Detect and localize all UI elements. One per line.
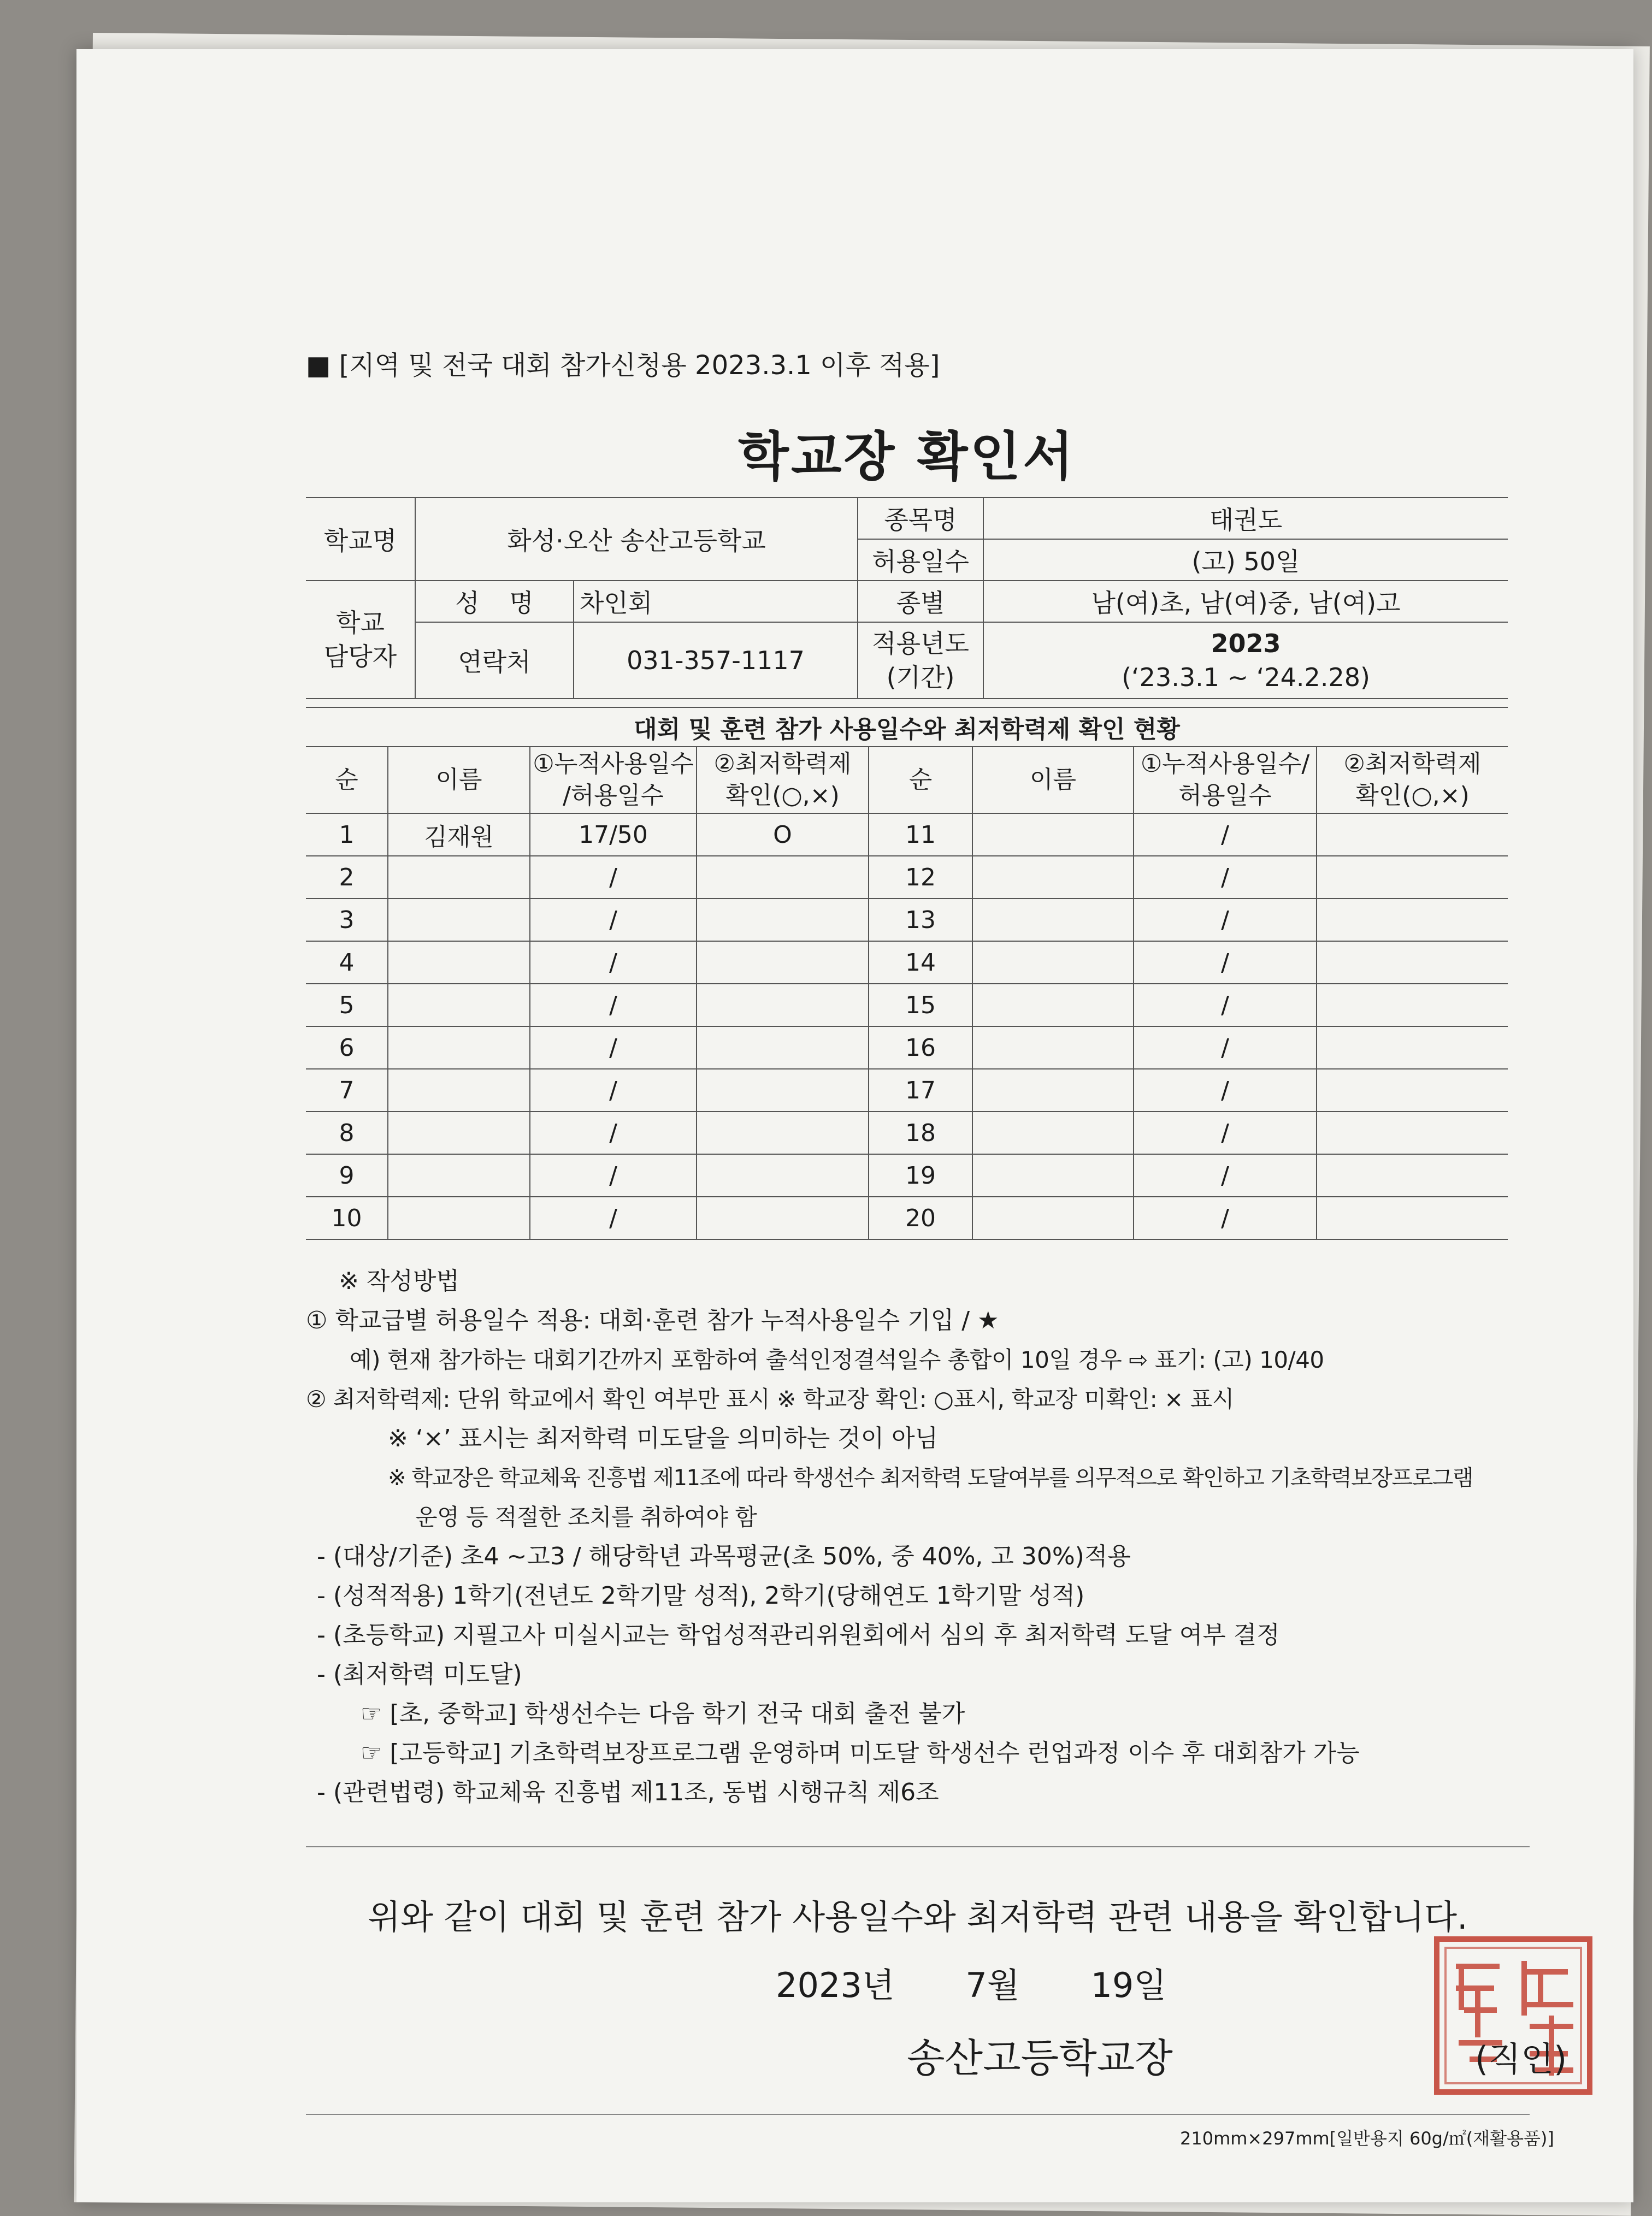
col-days-right-line1: ①누적사용일수/ [1140,750,1310,778]
row-no-right: 18 [869,1112,972,1154]
note-grade-apply: - (성적적용) 1학기(전년도 2학기말 성적), 2학기(당해연도 1학기말 성적) [317,1582,1085,1610]
row-check-right [1317,1112,1508,1154]
school-label: 학교명 [306,498,415,581]
row-no: 5 [306,984,388,1026]
note-elementary: - (초등학교) 지필고사 미실시교는 학업성적관리위원회에서 심의 후 최저학력 도달 여부 결정 [317,1621,1280,1649]
row-name [388,899,530,941]
row-no-right: 14 [869,941,972,984]
row-no: 1 [306,813,388,856]
row-days-right: / [1134,899,1317,941]
manager-label-line1: 학교 [336,608,385,637]
confirmation-date [776,1958,1166,2007]
status-caption: 대회 및 훈련 참가 사용일수와 최저학력제 확인 현황 [306,707,1508,747]
note-law: - (관련법령) 학교체육 진흥법 제11조, 동법 시행규칙 제6조 [317,1778,939,1806]
col-days-line2: /허용일수 [563,782,664,809]
status-table [306,707,1508,1240]
notes-heading: ※ 작성방법 [339,1267,459,1295]
row-check [697,1026,869,1069]
row-days: / [530,1069,697,1112]
row-no-right: 12 [869,856,972,899]
note-x-mark: ※ ‘×’ 표시는 최저학력 미도달을 의미하는 것이 아님 [388,1425,939,1452]
row-days: / [530,941,697,984]
row-days: / [530,1154,697,1197]
row-name [388,1026,530,1069]
writing-instructions [306,1262,1562,1812]
date-month: 7월 [965,1965,1020,2005]
row-name-right [972,984,1134,1026]
row-check [697,899,869,941]
row-check-right [1317,1197,1508,1239]
row-name-right [972,856,1134,899]
row-no-right: 13 [869,899,972,941]
row-check-right [1317,813,1508,856]
col-no-right: 순 [869,747,972,813]
row-name-right [972,899,1134,941]
table-row [306,1154,1508,1197]
divider-bottom [306,2114,1530,2115]
table-row [306,899,1508,941]
note-high-school: ☞ [고등학교] 기초학력보장프로그램 운영하며 미도달 학생선수 런업과정 이수 후 대회참가 가능 [361,1739,1360,1767]
row-days: / [530,984,697,1026]
row-name [388,856,530,899]
note-target: - (대상/기준) 초4 ~고3 / 해당학년 과목평균(초 50%, 중 40%, 고 30%)적용 [317,1543,1131,1570]
note-not-reached: - (최저학력 미도달) [317,1660,522,1688]
col-name-right: 이름 [972,747,1134,813]
confirmation-statement: 위와 같이 대회 및 훈련 참가 사용일수와 최저학력 관련 내용을 확인합니다. [368,1897,1468,1937]
row-check [697,1197,869,1239]
note-allowed-days-example: 예) 현재 참가하는 대회기간까지 포함하여 출석인정결석일수 총합이 10일 경우 ⇨ 표기: (고) 10/40 [350,1346,1324,1373]
note-min-academic: ② 최저학력제: 단위 학교에서 확인 여부만 표시 ※ 학교장 확인: ○표시, 학교장 미확인: × 표시 [306,1386,1234,1413]
row-name [388,1197,530,1239]
row-days: 17/50 [530,813,697,856]
col-check [697,747,869,813]
row-no: 2 [306,856,388,899]
year-value [983,622,1508,699]
year-label-line2: (기간) [886,663,955,692]
paper-spec: 210mm×297mm[일반용지 60g/㎡(재활용품)] [1180,2128,1554,2149]
document-title: 학교장 확인서 [738,426,1076,487]
row-name-right [972,1154,1134,1197]
row-days-right: / [1134,813,1317,856]
row-name-right [972,1197,1134,1239]
event-value: 태권도 [983,498,1508,539]
divider-top [306,1846,1530,1847]
table-row [306,1026,1508,1069]
note-principal-duty-cont: 운영 등 적절한 조치를 취하여야 함 [415,1504,757,1530]
event-label: 종목명 [858,498,983,539]
row-no-right: 19 [869,1154,972,1197]
row-days: / [530,856,697,899]
col-days-right-line2: 허용일수 [1178,782,1272,809]
seal-label: (직인) [1475,2039,1567,2079]
row-check [697,1154,869,1197]
table-row [306,856,1508,899]
table-row [306,1069,1508,1112]
row-check-right [1317,899,1508,941]
document-sheet [76,49,1633,2202]
contact-label: 연락처 [415,622,574,699]
row-no-right: 16 [869,1026,972,1069]
row-days-right: / [1134,941,1317,984]
status-table-body [306,813,1508,1239]
manager-label-line2: 담당자 [323,642,397,671]
table-row [306,813,1508,856]
note-allowed-days: ① 학교급별 허용일수 적용: 대회·훈련 참가 누적사용일수 기입 / ★ [306,1307,999,1334]
col-check-line2: 확인(○,×) [725,782,840,809]
col-days-right [1134,747,1317,813]
row-name-right [972,1026,1134,1069]
table-row [306,1112,1508,1154]
row-check-right [1317,856,1508,899]
row-name-right [972,813,1134,856]
row-no: 10 [306,1197,388,1239]
school-value: 화성·오산 송산고등학교 [415,498,858,581]
year-value-line2: (‘23.3.1 ~ ‘24.2.28) [1122,663,1370,692]
row-days-right: / [1134,1026,1317,1069]
col-days-line1: ①누적사용일수 [533,750,694,778]
year-label [858,622,983,699]
col-days [530,747,697,813]
row-check-right [1317,984,1508,1026]
table-row [306,1197,1508,1239]
row-no: 4 [306,941,388,984]
row-check-right [1317,1026,1508,1069]
row-name [388,984,530,1026]
row-check: O [697,813,869,856]
row-days-right: / [1134,1197,1317,1239]
row-check-right [1317,1154,1508,1197]
row-days-right: / [1134,1069,1317,1112]
allowed-days-label: 허용일수 [858,539,983,581]
row-no-right: 20 [869,1197,972,1239]
row-days-right: / [1134,984,1317,1026]
row-days: / [530,1026,697,1069]
row-no-right: 17 [869,1069,972,1112]
row-check-right [1317,941,1508,984]
row-name-right [972,1112,1134,1154]
row-name [388,1154,530,1197]
manager-label [306,581,415,699]
col-check-line1: ②최저학력제 [713,750,852,778]
document-subtitle: ■ [지역 및 전국 대회 참가신청용 2023.3.1 이후 적용] [306,350,940,381]
col-check-right [1317,747,1508,813]
row-no-right: 15 [869,984,972,1026]
date-year: 2023년 [776,1965,895,2005]
row-check [697,856,869,899]
row-name [388,1069,530,1112]
date-day: 19일 [1090,1965,1167,2005]
school-info-table [306,497,1508,699]
row-name: 김재원 [388,813,530,856]
row-days-right: / [1134,1112,1317,1154]
category-label: 종별 [858,581,983,622]
row-no: 7 [306,1069,388,1112]
row-name-right [972,941,1134,984]
row-days: / [530,1197,697,1239]
table-row [306,984,1508,1026]
row-days-right: / [1134,856,1317,899]
row-no-right: 11 [869,813,972,856]
name-value: 차인회 [574,581,858,622]
note-principal-duty: ※ 학교장은 학교체육 진흥법 제11조에 따라 학생선수 최저학력 도달여부를 의무적으로 확인하고 기초학력보장프로그램 [388,1465,1473,1491]
col-check-right-line2: 확인(○,×) [1355,782,1470,809]
allowed-days-value: (고) 50일 [983,539,1508,581]
row-check [697,1112,869,1154]
row-name [388,941,530,984]
row-days-right: / [1134,1154,1317,1197]
table-row [306,941,1508,984]
note-elem-middle: ☞ [초, 중학교] 학생선수는 다음 학기 전국 대회 출전 불가 [361,1700,965,1728]
row-check [697,941,869,984]
row-days: / [530,1112,697,1154]
contact-value: 031-357-1117 [574,622,858,699]
row-name-right [972,1069,1134,1112]
row-days: / [530,899,697,941]
row-no: 6 [306,1026,388,1069]
row-no: 9 [306,1154,388,1197]
row-no: 3 [306,899,388,941]
col-check-right-line1: ②최저학력제 [1343,750,1482,778]
year-label-line1: 적용년도 [872,629,969,658]
name-label: 성 명 [415,581,574,622]
signer-name: 송산고등학교장 [907,2035,1173,2081]
category-value: 남(여)초, 남(여)중, 남(여)고 [983,581,1508,622]
col-no: 순 [306,747,388,813]
row-check [697,1069,869,1112]
col-name: 이름 [388,747,530,813]
year-value-line1: 2023 [1211,629,1281,658]
row-check [697,984,869,1026]
row-no: 8 [306,1112,388,1154]
row-name [388,1112,530,1154]
row-check-right [1317,1069,1508,1112]
